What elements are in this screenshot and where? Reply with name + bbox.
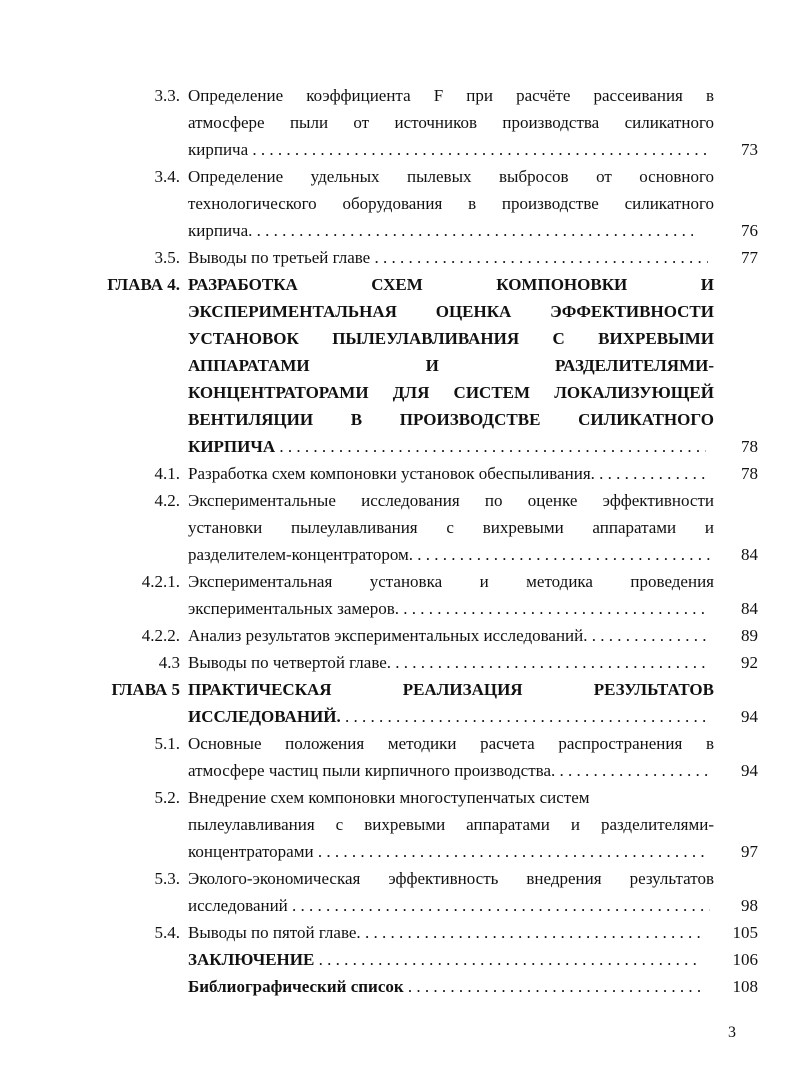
toc-line <box>188 892 710 919</box>
toc-line-text: Выводы по четвертой главе. <box>188 653 392 672</box>
toc-number: 3.5. <box>154 248 180 267</box>
toc-line-text: Выводы по третьей главе <box>188 248 371 267</box>
toc-line-text: Библиографический список <box>188 977 404 996</box>
toc-page: 76 <box>741 221 758 240</box>
toc-page: 84 <box>741 545 758 564</box>
toc-page: 92 <box>741 653 758 672</box>
toc-line-text: Выводы по пятой главе. <box>188 923 361 942</box>
toc-page: 78 <box>741 464 758 483</box>
toc-line: РАЗРАБОТКА СХЕМ КОМПОНОВКИ И <box>188 275 714 294</box>
toc-line <box>188 973 700 1000</box>
toc-page: 84 <box>741 599 758 618</box>
toc-line: Определение удельных пылевых выбросов от основного <box>188 167 714 186</box>
toc-line <box>188 649 710 676</box>
page-number: 3 <box>728 1024 736 1041</box>
toc-page: 77 <box>741 248 758 267</box>
toc-line: Экспериментальная установка и методика проведения <box>188 572 714 591</box>
toc-line: Эколого-экономическая эффективность внедрения результатов <box>188 869 714 888</box>
toc-number: 4.3 <box>158 653 180 672</box>
toc-page: 98 <box>741 896 758 915</box>
toc-line-text: Анализ результатов экспериментальных исследований. <box>188 626 588 645</box>
toc-line-text: кирпича. <box>188 221 253 240</box>
toc-line: установки пылеулавливания с вихревыми аппаратами и <box>188 518 714 537</box>
toc-line: технологического оборудования в производстве силикатного <box>188 194 714 213</box>
toc-line-text: атмосфере частиц пыли кирпичного производства. <box>188 761 556 780</box>
toc-line <box>188 541 710 568</box>
toc-number: ГЛАВА 5 <box>111 680 180 699</box>
toc-line: ВЕНТИЛЯЦИИ В ПРОИЗВОДСТВЕ СИЛИКАТНОГО <box>188 410 714 429</box>
toc-page: 78 <box>741 437 758 456</box>
toc-number: 5.1. <box>154 734 180 753</box>
toc-line: АППАРАТАМИ И РАЗДЕЛИТЕЛЯМИ- <box>188 356 714 375</box>
toc-number: ГЛАВА 4. <box>107 275 180 294</box>
toc-page: 89 <box>741 626 758 645</box>
toc-page: 106 <box>732 950 758 969</box>
toc-line: ПРАКТИЧЕСКАЯ РЕАЛИЗАЦИЯ РЕЗУЛЬТАТОВ <box>188 680 714 699</box>
toc-line: атмосфере пыли от источников производства силикатного <box>188 113 714 132</box>
toc-number: 4.2.1. <box>141 572 180 591</box>
toc-line-text: экспериментальных замеров. <box>188 599 399 618</box>
toc-page: 105 <box>732 923 758 942</box>
toc-line <box>188 838 710 865</box>
toc-line-text: исследований <box>188 896 288 915</box>
toc-line: КОНЦЕНТРАТОРАМИ ДЛЯ СИСТЕМ ЛОКАЛИЗУЮЩЕЙ <box>188 383 714 402</box>
toc-line-text: ИССЛЕДОВАНИЙ. <box>188 707 341 726</box>
toc-line <box>188 622 706 649</box>
toc-page: 97 <box>741 842 758 861</box>
toc-page: 108 <box>732 977 758 996</box>
toc-line: Основные положения методики расчета распространения в <box>188 734 714 753</box>
toc-line <box>188 433 706 460</box>
toc-number: 5.3. <box>154 869 180 888</box>
toc-number: 4.2.2. <box>141 626 180 645</box>
toc-number: 3.3. <box>154 86 180 105</box>
toc-number: 4.1. <box>154 464 180 483</box>
toc-line <box>188 136 712 163</box>
toc-line <box>188 217 693 244</box>
toc-line <box>188 919 700 946</box>
toc-line <box>188 757 710 784</box>
toc-number: 4.2. <box>154 491 180 510</box>
toc-number: 5.4. <box>154 923 180 942</box>
toc-line <box>188 460 706 487</box>
toc-number: 5.2. <box>154 788 180 807</box>
toc-page: 94 <box>741 707 758 726</box>
toc-line: Определение коэффициента F при расчёте рассеивания в <box>188 86 714 105</box>
toc-line: УСТАНОВОК ПЫЛЕУЛАВЛИВАНИЯ С ВИХРЕВЫМИ <box>188 329 714 348</box>
toc-number: 3.4. <box>154 167 180 186</box>
toc-line <box>188 946 700 973</box>
toc-line-text: ЗАКЛЮЧЕНИЕ <box>188 950 315 969</box>
toc-line <box>188 595 710 622</box>
toc-line-text: КИРПИЧА <box>188 437 276 456</box>
toc-line <box>188 703 706 730</box>
toc-line: пылеулавливания с вихревыми аппаратами и разделителями- <box>188 815 714 834</box>
toc-line-text: Разработка схем компоновки установок обеспыливания. <box>188 464 595 483</box>
toc-line: Внедрение схем компоновки многоступенчатых систем <box>188 788 590 807</box>
toc-page: 94 <box>741 761 758 780</box>
toc-line-text: разделителем-концентратором. <box>188 545 414 564</box>
toc-line-text: концентраторами <box>188 842 314 861</box>
toc-page: 73 <box>741 140 758 159</box>
toc-line <box>188 244 708 271</box>
toc-line-text: кирпича <box>188 140 249 159</box>
toc-line: ЭКСПЕРИМЕНТАЛЬНАЯ ОЦЕНКА ЭФФЕКТИВНОСТИ <box>188 302 714 321</box>
toc-line: Экспериментальные исследования по оценке эффективности <box>188 491 714 510</box>
